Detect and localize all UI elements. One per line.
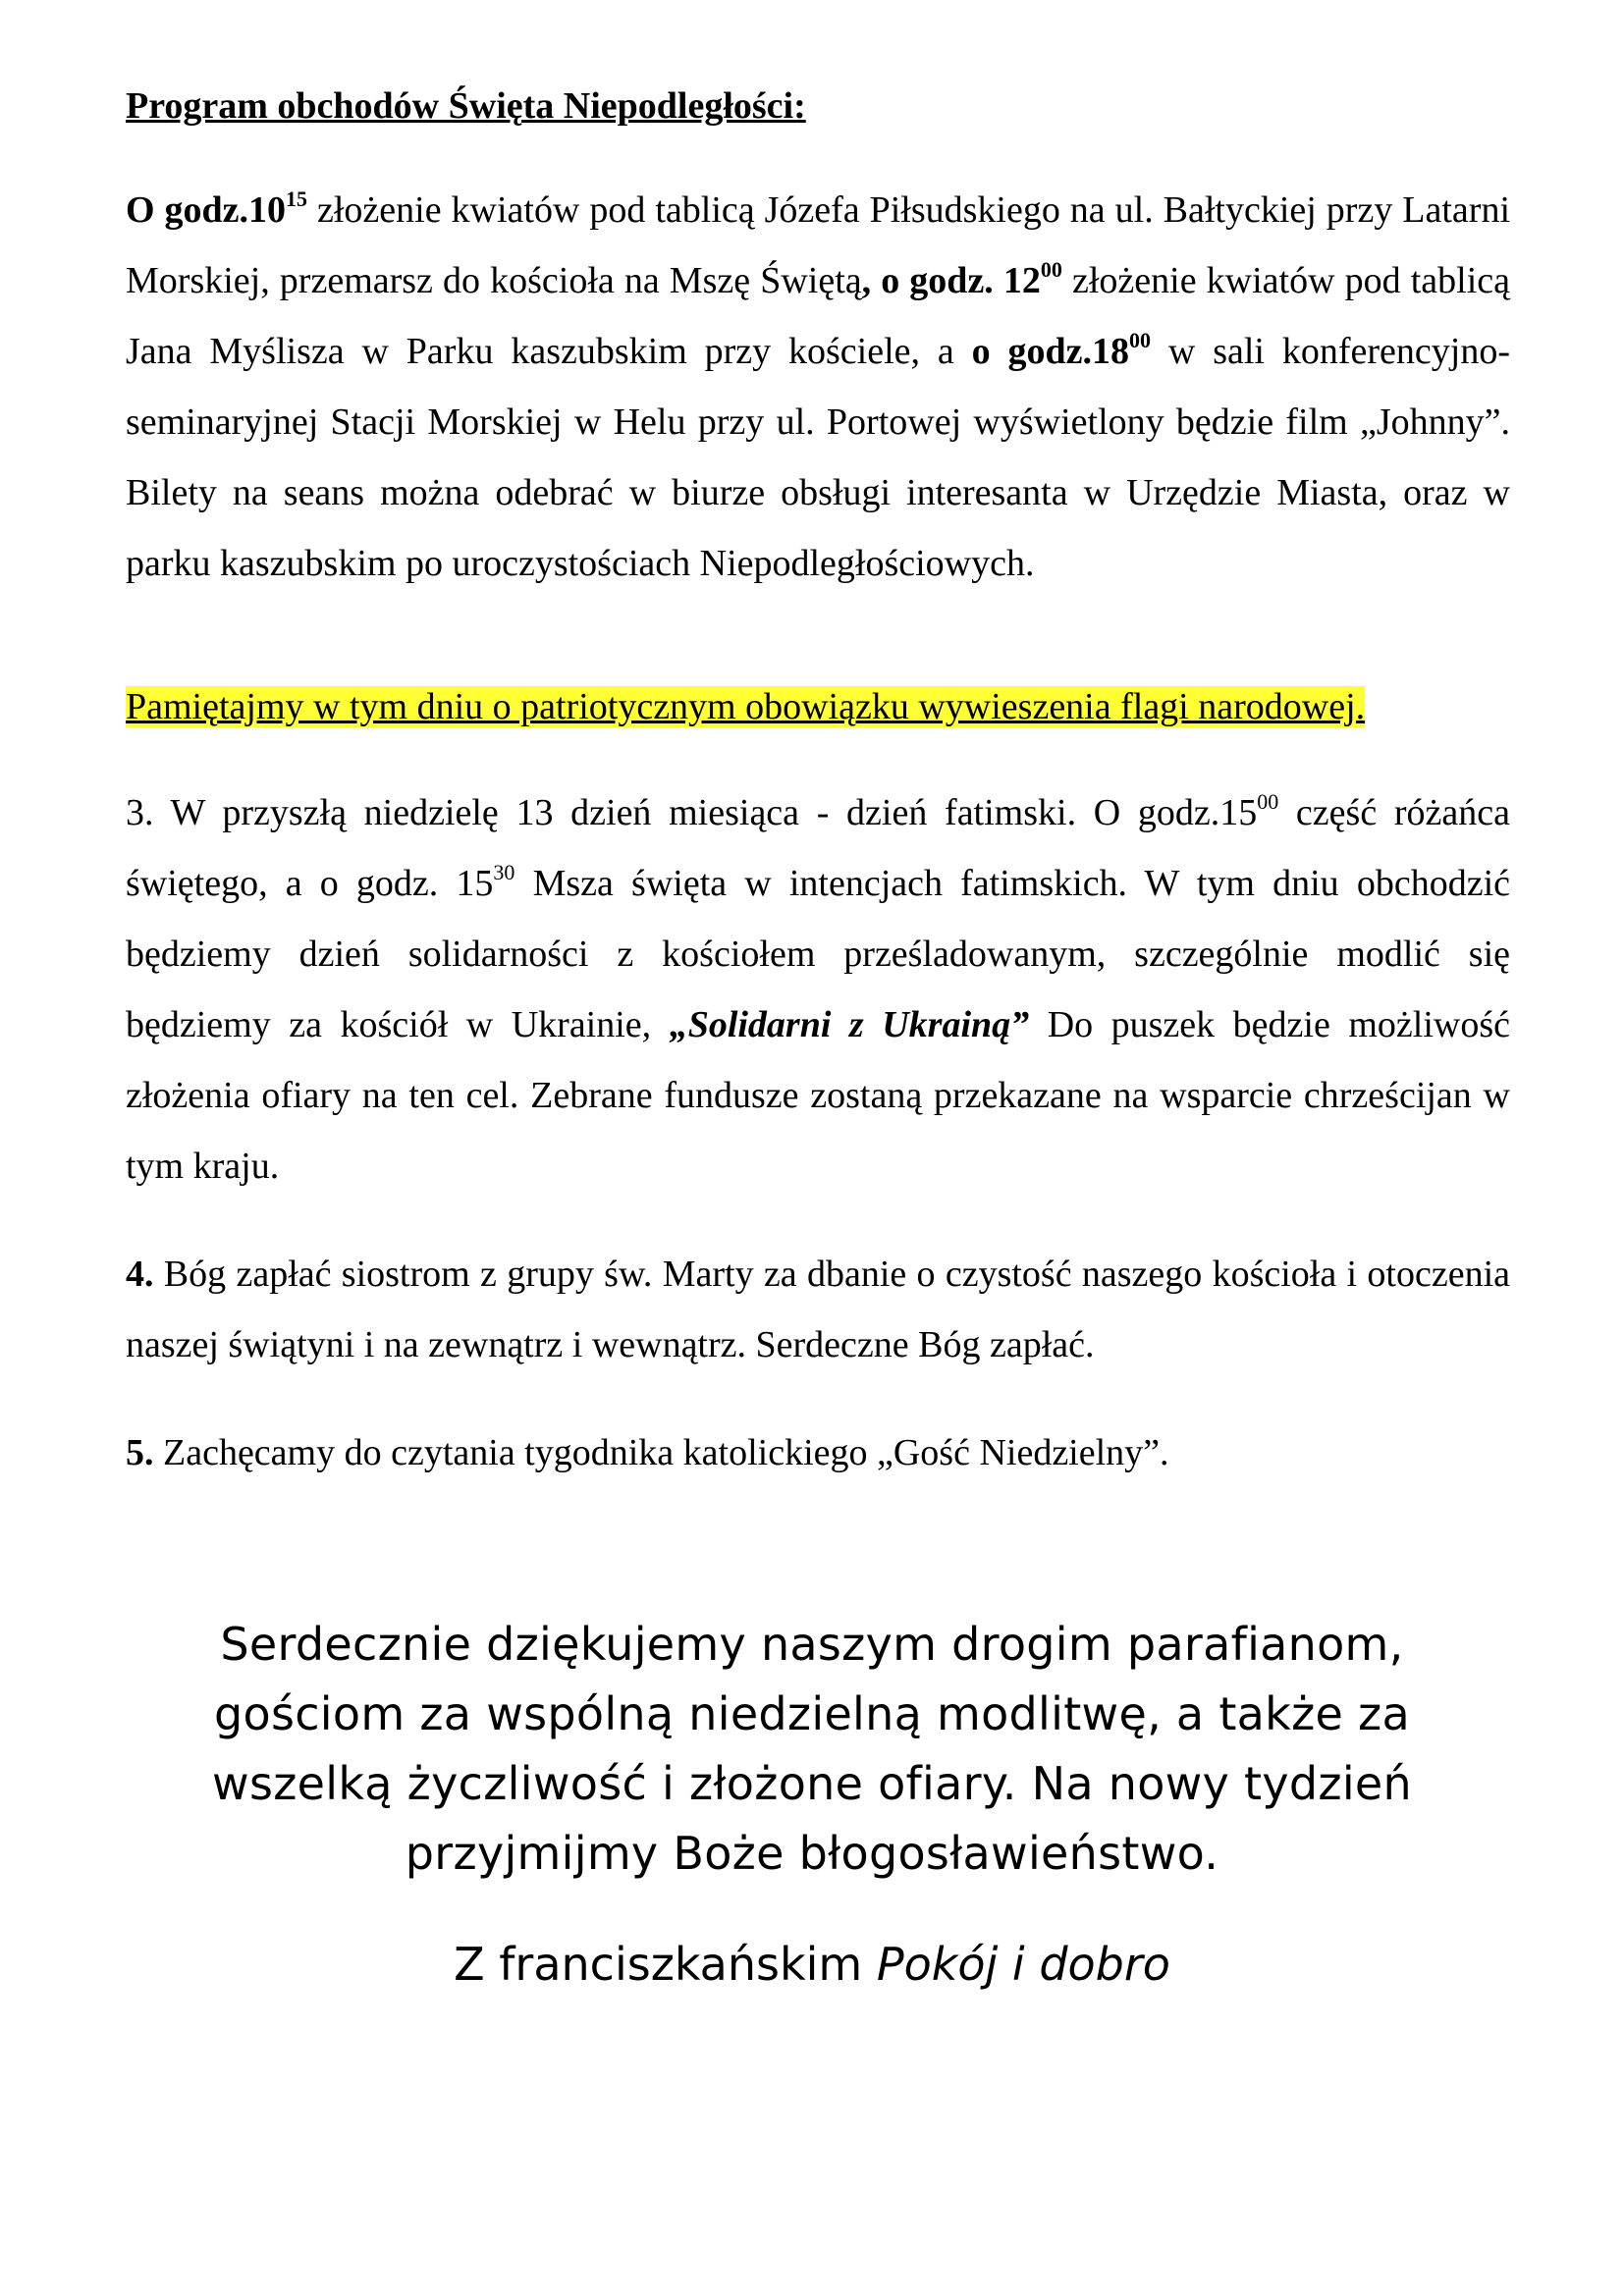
program-text-2: złożenie kwiatów pod tablicą Jana Myślisza w Parku kaszubskim przy kościele, a <box>126 260 1510 372</box>
paragraph-fatima-day <box>126 777 1510 1201</box>
closing-line-4: przyjmijmy Boże błogosławieństwo. <box>405 1827 1219 1880</box>
signoff-prefix: Z franciszkańskim <box>454 1938 877 1991</box>
closing-line-3: wszelką życzliwość i złożone ofiary. Na nowy tydzień <box>212 1757 1412 1810</box>
signoff-greeting: Pokój i dobro <box>876 1938 1170 1991</box>
closing-line-2: gościom za wspólną niedzielną modlitwę, a także za <box>214 1687 1410 1740</box>
program-text-3: w sali konferencyjno-seminaryjnej Stacji Morskiej w Helu przy ul. Portowej wyświetlony będzie film „Johnny”. Bilety na seans można odebrać w biurze obsługi interesanta w Urzędzie Miasta, oraz w parku kaszubskim po uroczystościach Niepodległościowych. <box>126 331 1510 584</box>
paragraph-program-details <box>126 175 1510 599</box>
time-1800-minutes: 00 <box>1129 328 1152 352</box>
paragraph-thanks-sisters <box>126 1239 1510 1380</box>
time-1015-minutes: 15 <box>286 187 308 211</box>
program-heading: Program obchodów Święta Niepodległości: <box>126 85 806 127</box>
thanks-sisters-text: Bóg zapłać siostrom z grupy św. Marty za dbanie o czystość naszego kościoła i otoczenia naszej świątyni i na zewnątrz i wewnątrz. Serdeczne Bóg zapłać. <box>126 1254 1510 1365</box>
magazine-text: Zachęcamy do czytania tygodnika katolickiego „Gość Niedzielny”. <box>153 1432 1169 1473</box>
item-number-4: 4. <box>126 1254 154 1295</box>
time-1800-label: o godz.18 <box>971 331 1130 372</box>
item-number-5: 5. <box>126 1432 154 1473</box>
paragraph-magazine <box>126 1417 1510 1488</box>
time-1200-minutes: 00 <box>1040 257 1062 282</box>
time-1200-label: , o godz. 12 <box>861 260 1041 301</box>
flag-reminder <box>126 671 1365 742</box>
time-1530-minutes: 30 <box>493 860 515 884</box>
fatima-text-1: 3. W przyszłą niedzielę 13 dzień miesiąca - dzień fatimski. O godz.15 <box>126 792 1258 833</box>
signoff <box>196 1930 1428 2000</box>
flag-reminder-text: Pamiętajmy w tym dniu o patriotycznym obowiązku wywieszenia flagi narodowej. <box>126 686 1366 727</box>
time-1015-label: O godz.10 <box>126 189 287 231</box>
solidarity-slogan: „Solidarni z Ukrainą” <box>669 1004 1030 1045</box>
fatima-text-2: część różańca świętego, a o godz. 15 <box>126 792 1510 904</box>
fatima-text-4: Do puszek będzie możliwość złożenia ofiary na ten cel. Zebrane fundusze zostaną przekazane na wsparcie chrześcijan w tym kraju. <box>126 1004 1510 1187</box>
program-text-1: złożenie kwiatów pod tablicą Józefa Piłsudskiego na ul. Bałtyckiej przy Latarni Morskiej, przemarsz do kościoła na Mszę Świętą <box>126 189 1510 301</box>
time-1500-minutes: 00 <box>1257 789 1279 814</box>
fatima-text-3: Msza święta w intencjach fatimskich. W tym dniu obchodzić będziemy dzień solidarności z kościołem prześladowanym, szczególnie modlić się będziemy za kościół w Ukrainie, <box>126 863 1510 1045</box>
closing-message <box>196 1610 1428 1889</box>
closing-line-1: Serdecznie dziękujemy naszym drogim parafianom, <box>220 1618 1404 1671</box>
